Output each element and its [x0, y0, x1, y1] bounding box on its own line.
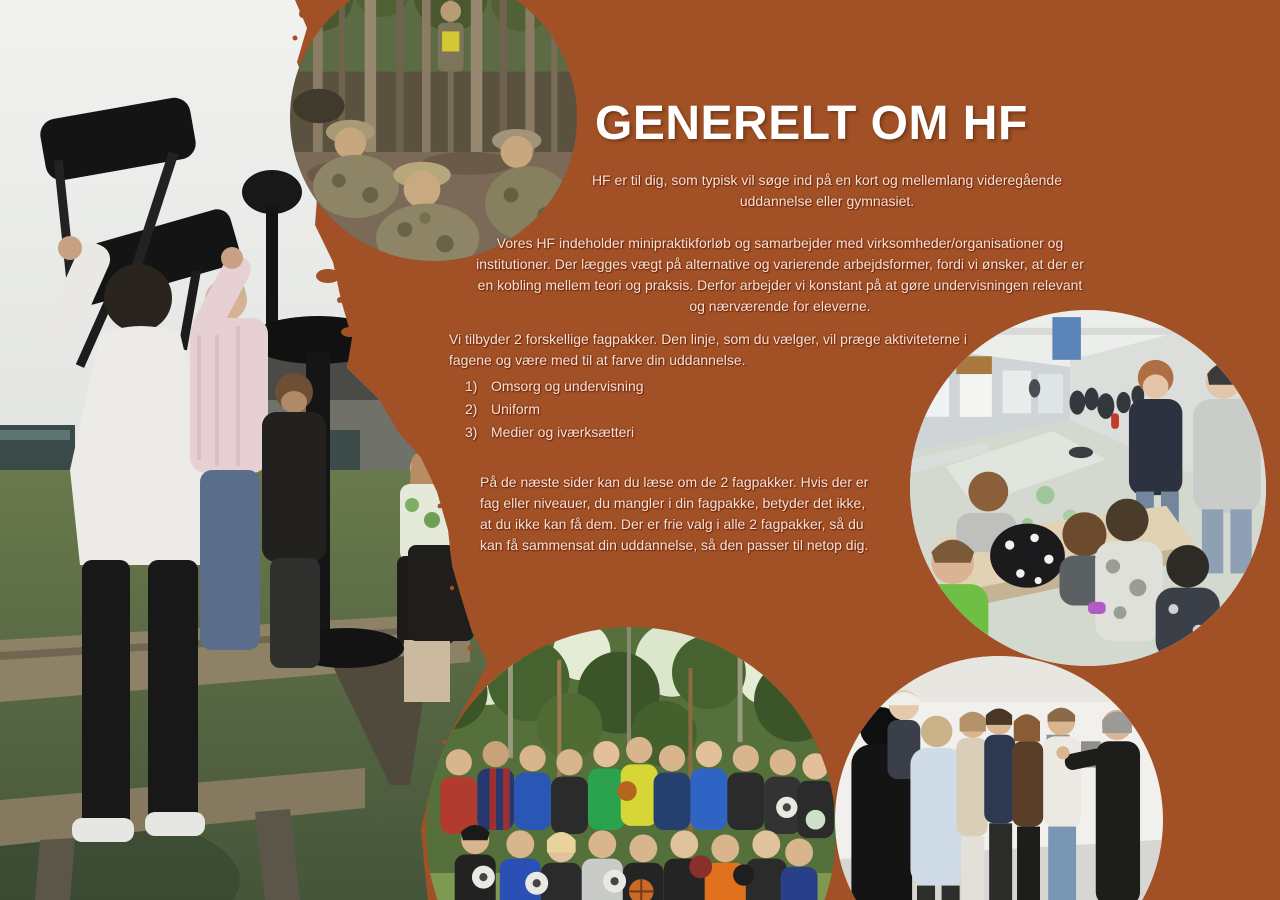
paragraph-about-hf: Vores HF indeholder minipraktikforløb og samarbejder med virksomheder/organisationer og institutioner. Der lægges vægt på alternative og varierende arbejdsformer, fordi vi ønsker, at der er en kobling mellem teori og praksis. Derfor arbejder vi konstant på at gøre undervisningen relevant og nærværende for eleverne.	[476, 235, 1084, 314]
fagpakke-item-2	[465, 399, 795, 420]
fagpakke-item-label: Medier og iværksætteri	[491, 424, 635, 440]
fagpakke-item-label: Uniform	[491, 401, 541, 417]
fagpakke-item-1	[465, 376, 795, 397]
fagpakke-item-number: 2)	[465, 401, 478, 417]
back-row-players	[440, 737, 834, 838]
soldier-standing	[438, 1, 464, 72]
fagpakke-item-number: 3)	[465, 424, 478, 440]
fagpakke-item-number: 1)	[465, 378, 478, 394]
sports-team-scene	[426, 627, 836, 900]
photo-military-camp	[290, 0, 577, 261]
fagpakke-list	[465, 376, 795, 445]
figure-dark-top	[262, 373, 326, 668]
paragraph-fagpakker: Vi tilbyder 2 forskellige fagpakker. Den linje, som du vælger, vil præge aktiviteterne i fagene og være med til at farve din uddannelse.	[449, 331, 967, 368]
black-spotted-jacket	[990, 524, 1065, 588]
paragraph-outro: På de næste sider kan du læse om de 2 fagpakker. Hvis der er fag eller niveauer, du mangler i din fagpakke, betyder det ikke, at du ikke kan få dem. Der er frie valg i alle 2 fagpakker, så du kan få sammensat din uddannelse, så den passer til netop dig.	[480, 474, 869, 553]
fagpakke-item-label: Omsorg og undervisning	[491, 378, 644, 394]
military-scene	[290, 0, 577, 261]
photo-gallery-room	[835, 656, 1163, 900]
photo-sports-team	[426, 627, 836, 900]
page-title: GENERELT OM HF	[595, 97, 1028, 151]
gallery-room-scene	[835, 656, 1163, 900]
paragraph-intro: HF er til dig, som typisk vil søge ind på en kort og mellemlang videregående uddannelse eller gymnasiet.	[592, 172, 1062, 209]
fagpakke-item-3	[465, 422, 795, 443]
fire-extinguisher	[1111, 413, 1119, 429]
